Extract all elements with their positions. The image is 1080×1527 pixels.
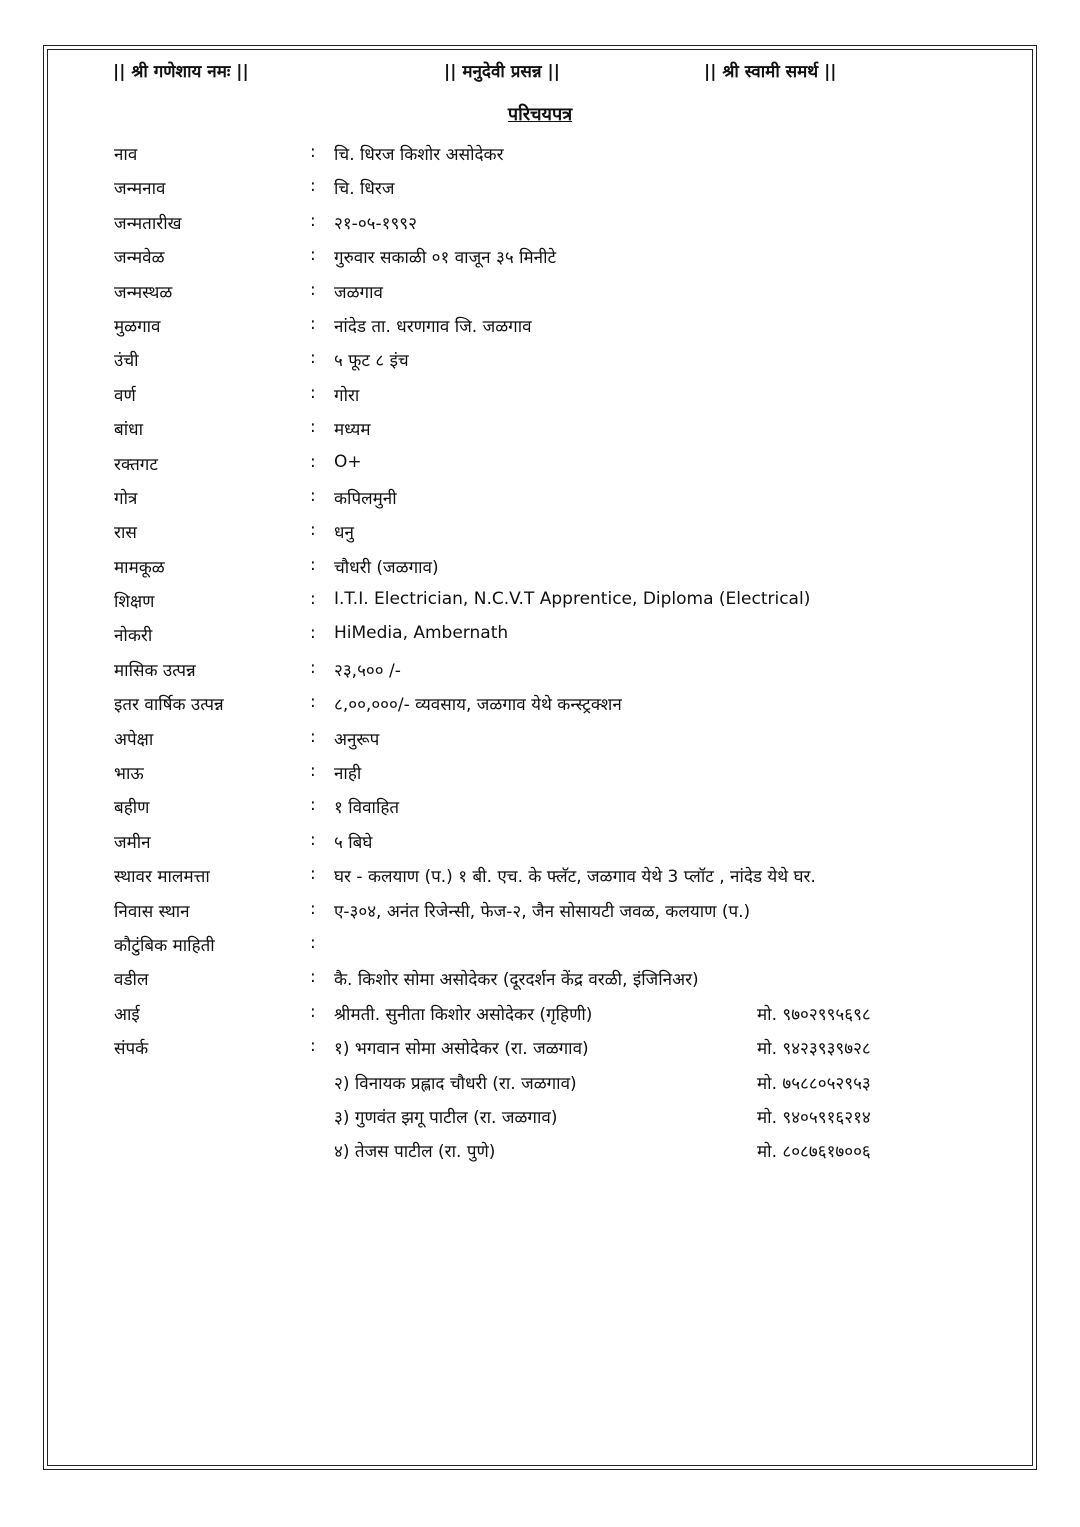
field-value: धनु (334, 523, 354, 544)
biodata-fields (0, 142, 1080, 1174)
field-row (0, 520, 1080, 554)
field-separator: : (310, 210, 316, 231)
field-value: चौधरी (जळगाव) (334, 557, 439, 578)
header-right: || श्री स्वामी समर्थ || (704, 62, 837, 82)
field-row (0, 142, 1080, 176)
contact-name: १) भगवान सोमा असोदेकर (रा. जळगाव) (334, 1039, 589, 1060)
field-row (0, 486, 1080, 520)
field-separator: : (310, 554, 316, 575)
field-row (0, 967, 1080, 1001)
field-separator: : (310, 382, 316, 403)
field-value: कपिलमुनी (334, 488, 397, 509)
field-value: चि. धिरज (334, 179, 395, 200)
field-label: जन्मतारीख (114, 213, 182, 234)
field-row (0, 348, 1080, 382)
header-center: || मनुदेवी प्रसन्न || (444, 62, 560, 82)
field-row (0, 555, 1080, 589)
field-row (0, 211, 1080, 245)
field-label: मुळगाव (114, 316, 161, 337)
field-value: HiMedia, Ambernath (334, 623, 509, 644)
field-label: जन्मस्थळ (114, 282, 173, 303)
field-separator: : (310, 1036, 316, 1057)
field-label: वडील (114, 970, 149, 991)
field-separator: : (310, 1001, 316, 1022)
field-label: अपेक्षा (114, 729, 154, 750)
field-label: शिक्षण (114, 592, 155, 613)
contact-row (0, 1139, 1080, 1173)
field-value: घर - कलयाण (प.) १ बी. एच. के फ्लॅट, जळगाव येथे 3 प्लॉट , नांदेड येथे घर. (334, 867, 816, 888)
phone-number: मो. ९७०२९९५६९८ (757, 1004, 871, 1025)
field-separator: : (310, 176, 316, 197)
field-row (0, 658, 1080, 692)
field-value: नांदेड ता. धरणगाव जि. जळगाव (334, 316, 532, 337)
field-label: रक्तगट (114, 454, 158, 475)
field-separator: : (310, 589, 316, 610)
field-label: जन्मनाव (114, 179, 166, 200)
field-row (0, 864, 1080, 898)
field-separator: : (310, 761, 316, 782)
field-label: रास (114, 523, 137, 544)
field-separator: : (310, 451, 316, 472)
header-left: || श्री गणेशाय नमः || (113, 62, 249, 82)
field-separator: : (310, 795, 316, 816)
field-row (0, 176, 1080, 210)
field-separator: : (310, 313, 316, 334)
field-separator: : (310, 623, 316, 644)
field-label: भाऊ (114, 764, 144, 785)
field-separator: : (310, 279, 316, 300)
field-label: बांधा (114, 420, 143, 441)
contact-row (0, 1105, 1080, 1139)
field-label: जमीन (114, 832, 151, 853)
field-separator: : (310, 967, 316, 988)
contact-row (0, 1036, 1080, 1070)
field-row (0, 795, 1080, 829)
field-separator: : (310, 932, 316, 953)
field-row (0, 933, 1080, 967)
field-label: कौटुंबिक माहिती (114, 935, 215, 956)
field-label: आई (114, 1004, 140, 1025)
field-label: इतर वार्षिक उत्पन्न (114, 695, 224, 716)
phone-number: मो. ८०८७६१७००६ (757, 1142, 871, 1163)
field-separator: : (310, 520, 316, 541)
field-label: वर्ण (114, 385, 136, 406)
field-label: मासिक उत्पन्न (114, 660, 196, 681)
header (0, 59, 1080, 89)
field-value: २३,५०० /- (334, 660, 401, 681)
field-separator: : (310, 657, 316, 678)
phone-number: मो. ९४०५९१६२१४ (757, 1107, 871, 1128)
field-separator: : (310, 348, 316, 369)
field-separator: : (310, 485, 316, 506)
field-separator: : (310, 898, 316, 919)
field-value: नाही (334, 764, 362, 785)
contact-label: संपर्क (114, 1039, 149, 1060)
field-label: उंची (114, 351, 139, 372)
field-row (0, 314, 1080, 348)
field-value: गोरा (334, 385, 360, 406)
field-value: श्रीमती. सुनीता किशोर असोदेकर (गृहिणी) (334, 1004, 593, 1025)
field-row (0, 830, 1080, 864)
field-row (0, 280, 1080, 314)
field-label: नोकरी (114, 626, 153, 647)
field-row (0, 623, 1080, 657)
field-value: मध्यम (334, 420, 371, 441)
field-value: ५ फूट ८ इंच (334, 351, 409, 372)
field-separator: : (310, 142, 316, 162)
field-label: निवास स्थान (114, 901, 190, 922)
contact-name: २) विनायक प्रह्लाद चौधरी (रा. जळगाव) (334, 1073, 577, 1094)
field-value: गुरुवार सकाळी ०१ वाजून ३५ मिनीटे (334, 248, 557, 269)
field-row (0, 589, 1080, 623)
field-value: ८,००,०००/- व्यवसाय, जळगाव येथे कन्स्ट्रक्शन (334, 695, 622, 716)
field-row (0, 452, 1080, 486)
field-separator: : (310, 864, 316, 885)
field-row (0, 761, 1080, 795)
field-value: I.T.I. Electrician, N.C.V.T Apprentice, Diploma (Electrical) (334, 589, 811, 610)
contact-name: ४) तेजस पाटील (रा. पुणे) (334, 1142, 496, 1163)
field-value: १ विवाहित (334, 798, 400, 819)
field-value: ५ बिघे (334, 832, 373, 853)
phone-number: मो. ७५८८०५२९५३ (757, 1073, 871, 1094)
contact-row (0, 1071, 1080, 1105)
contact-name: ३) गुणवंत झगू पाटील (रा. जळगाव) (334, 1107, 558, 1128)
field-label: स्थावर मालमत्ता (114, 867, 210, 888)
field-separator: : (310, 417, 316, 438)
field-value: O+ (334, 451, 362, 472)
document-title: परिचयपत्र (507, 104, 573, 125)
field-row (0, 245, 1080, 279)
field-label: जन्मवेळ (114, 248, 165, 269)
field-value: जळगाव (334, 282, 383, 303)
field-label: नाव (114, 145, 138, 165)
field-row (0, 692, 1080, 726)
field-separator: : (310, 692, 316, 713)
field-row (0, 417, 1080, 451)
field-value: कै. किशोर सोमा असोदेकर (दूरदर्शन केंद्र वरळी, इंजिनिअर) (334, 970, 699, 991)
field-label: गोत्र (114, 488, 138, 509)
field-value: २१-०५-१९९२ (334, 213, 417, 234)
field-row (0, 727, 1080, 761)
field-label: बहीण (114, 798, 150, 819)
field-row (0, 1002, 1080, 1036)
field-label: मामकूळ (114, 557, 165, 578)
field-value: अनुरूप (334, 729, 380, 750)
phone-number: मो. ९४२३९३९७२८ (757, 1039, 871, 1060)
field-row (0, 899, 1080, 933)
field-separator: : (310, 829, 316, 850)
field-separator: : (310, 726, 316, 747)
field-row (0, 383, 1080, 417)
field-separator: : (310, 245, 316, 266)
field-value: ए-३०४, अनंत रिजेन्सी, फेज-२, जैन सोसायटी जवळ, कलयाण (प.) (334, 901, 751, 922)
field-value: चि. धिरज किशोर असोदेकर (334, 145, 504, 165)
